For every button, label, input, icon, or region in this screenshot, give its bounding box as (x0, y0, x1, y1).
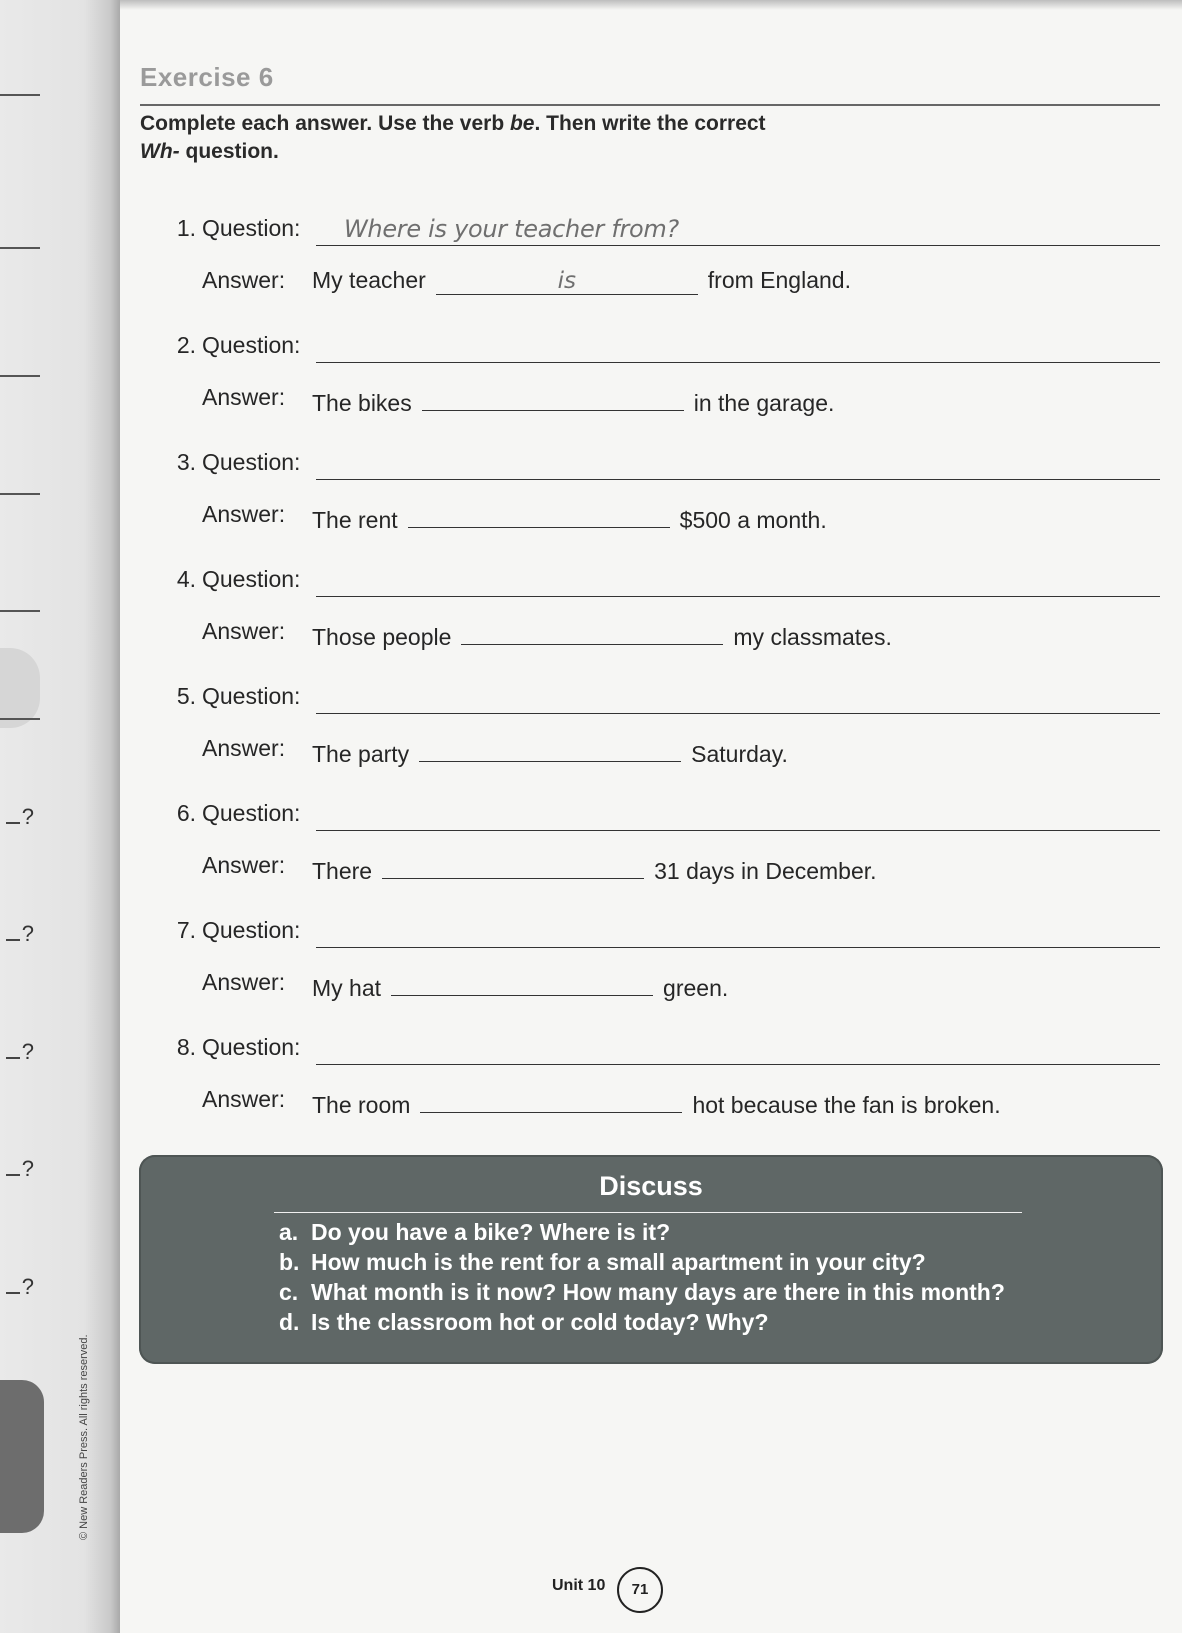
exercise-instructions: Complete each answer. Use the verb be. Then write the correct Wh- question. (140, 112, 766, 163)
discuss-rule (274, 1212, 1022, 1213)
answer-sentence (312, 267, 851, 295)
answer-subject: The room (312, 1092, 411, 1118)
question-written-answer: Where is your teacher from? (344, 215, 679, 243)
discuss-item: a. Do you have a bike? Where is it? (279, 1219, 671, 1245)
answer-label: Answer: (202, 852, 286, 878)
left-page-question-mark: ? (0, 1157, 34, 1181)
answer-sentence (312, 735, 788, 768)
left-page-rule (0, 94, 40, 96)
answer-blank[interactable] (391, 969, 653, 996)
copyright-notice: © New Readers Press. All rights reserved. (78, 1334, 90, 1540)
question-answer-line[interactable] (316, 830, 1160, 831)
item-number: 3. (176, 449, 196, 475)
answer-subject: The rent (312, 507, 398, 533)
exercise-item (0, 449, 1182, 561)
question-answer-line[interactable] (316, 596, 1160, 597)
answer-sentence (312, 969, 728, 1002)
answer-label: Answer: (202, 384, 286, 410)
answer-subject: There (312, 858, 373, 884)
unit-label: Unit 10 (552, 1577, 606, 1594)
discuss-item: d. Is the classroom hot or cold today? Why? (279, 1309, 769, 1335)
exercise-item (0, 683, 1182, 795)
answer-completion: in the garage. (693, 390, 835, 416)
exercise-title: Exercise 6 (140, 62, 274, 92)
answer-subject: Those people (312, 624, 452, 650)
exercise-item (0, 1034, 1182, 1146)
answer-blank[interactable] (382, 852, 644, 879)
answer-subject: The bikes (312, 390, 412, 416)
page-top-shadow (120, 0, 1182, 10)
answer-completion: $500 a month. (679, 507, 827, 533)
answer-blank[interactable] (419, 735, 681, 762)
question-label: Question: (202, 800, 301, 826)
left-page-question-mark: ? (0, 922, 34, 946)
left-page-question-mark: ? (0, 1040, 34, 1064)
answer-blank[interactable]: is (436, 268, 698, 295)
discuss-list (279, 1217, 1005, 1337)
exercise-item (0, 800, 1182, 912)
question-answer-line[interactable] (316, 947, 1160, 948)
answer-blank[interactable] (422, 384, 684, 411)
item-number: 4. (176, 566, 196, 592)
answer-sentence (312, 384, 834, 417)
question-answer-line[interactable] (316, 479, 1160, 480)
item-number: 1. (176, 215, 196, 241)
exercise-item (0, 332, 1182, 444)
answer-label: Answer: (202, 267, 286, 293)
answer-blank[interactable] (461, 618, 723, 645)
answer-sentence (312, 501, 827, 534)
item-number: 6. (176, 800, 196, 826)
question-label: Question: (202, 332, 301, 358)
answer-blank[interactable] (408, 501, 670, 528)
page-number: 71 (617, 1567, 663, 1613)
item-number: 7. (176, 917, 196, 943)
answer-blank[interactable] (420, 1086, 682, 1113)
answer-label: Answer: (202, 1086, 286, 1112)
answer-subject: The party (312, 741, 410, 767)
question-label: Question: (202, 215, 301, 241)
answer-completion: Saturday. (691, 741, 788, 767)
discuss-item: c. What month is it now? How many days are there in this month? (279, 1279, 1005, 1305)
answer-subject: My teacher (312, 267, 426, 293)
left-page-question-mark: ? (0, 805, 34, 829)
answer-sentence (312, 1086, 1001, 1119)
answer-completion: 31 days in December. (654, 858, 877, 884)
left-page-tab-shape (0, 1380, 44, 1533)
discuss-item: b. How much is the rent for a small apartment in your city? (279, 1249, 926, 1275)
question-answer-line[interactable] (316, 713, 1160, 714)
item-number: 2. (176, 332, 196, 358)
question-label: Question: (202, 683, 301, 709)
left-page-question-mark: ? (0, 1275, 34, 1299)
answer-sentence (312, 618, 892, 651)
answer-label: Answer: (202, 501, 286, 527)
discuss-title: Discuss (599, 1171, 703, 1201)
discuss-box (139, 1155, 1163, 1364)
question-answer-line[interactable] (316, 362, 1160, 363)
title-rule (140, 104, 1160, 106)
exercise-item (0, 215, 1182, 327)
answer-label: Answer: (202, 735, 286, 761)
answer-label: Answer: (202, 618, 286, 644)
question-label: Question: (202, 917, 301, 943)
answer-label: Answer: (202, 969, 286, 995)
answer-sentence (312, 852, 877, 885)
item-number: 8. (176, 1034, 196, 1060)
answer-completion: my classmates. (733, 624, 892, 650)
question-label: Question: (202, 1034, 301, 1060)
question-label: Question: (202, 449, 301, 475)
item-number: 5. (176, 683, 196, 709)
answer-completion: hot because the fan is broken. (692, 1092, 1001, 1118)
answer-completion: green. (663, 975, 729, 1001)
answer-subject: My hat (312, 975, 382, 1001)
question-answer-line[interactable] (316, 1064, 1160, 1065)
exercise-item (0, 566, 1182, 678)
question-label: Question: (202, 566, 301, 592)
answer-completion: from England. (707, 267, 851, 293)
question-answer-line[interactable] (316, 245, 1160, 246)
exercise-item (0, 917, 1182, 1029)
